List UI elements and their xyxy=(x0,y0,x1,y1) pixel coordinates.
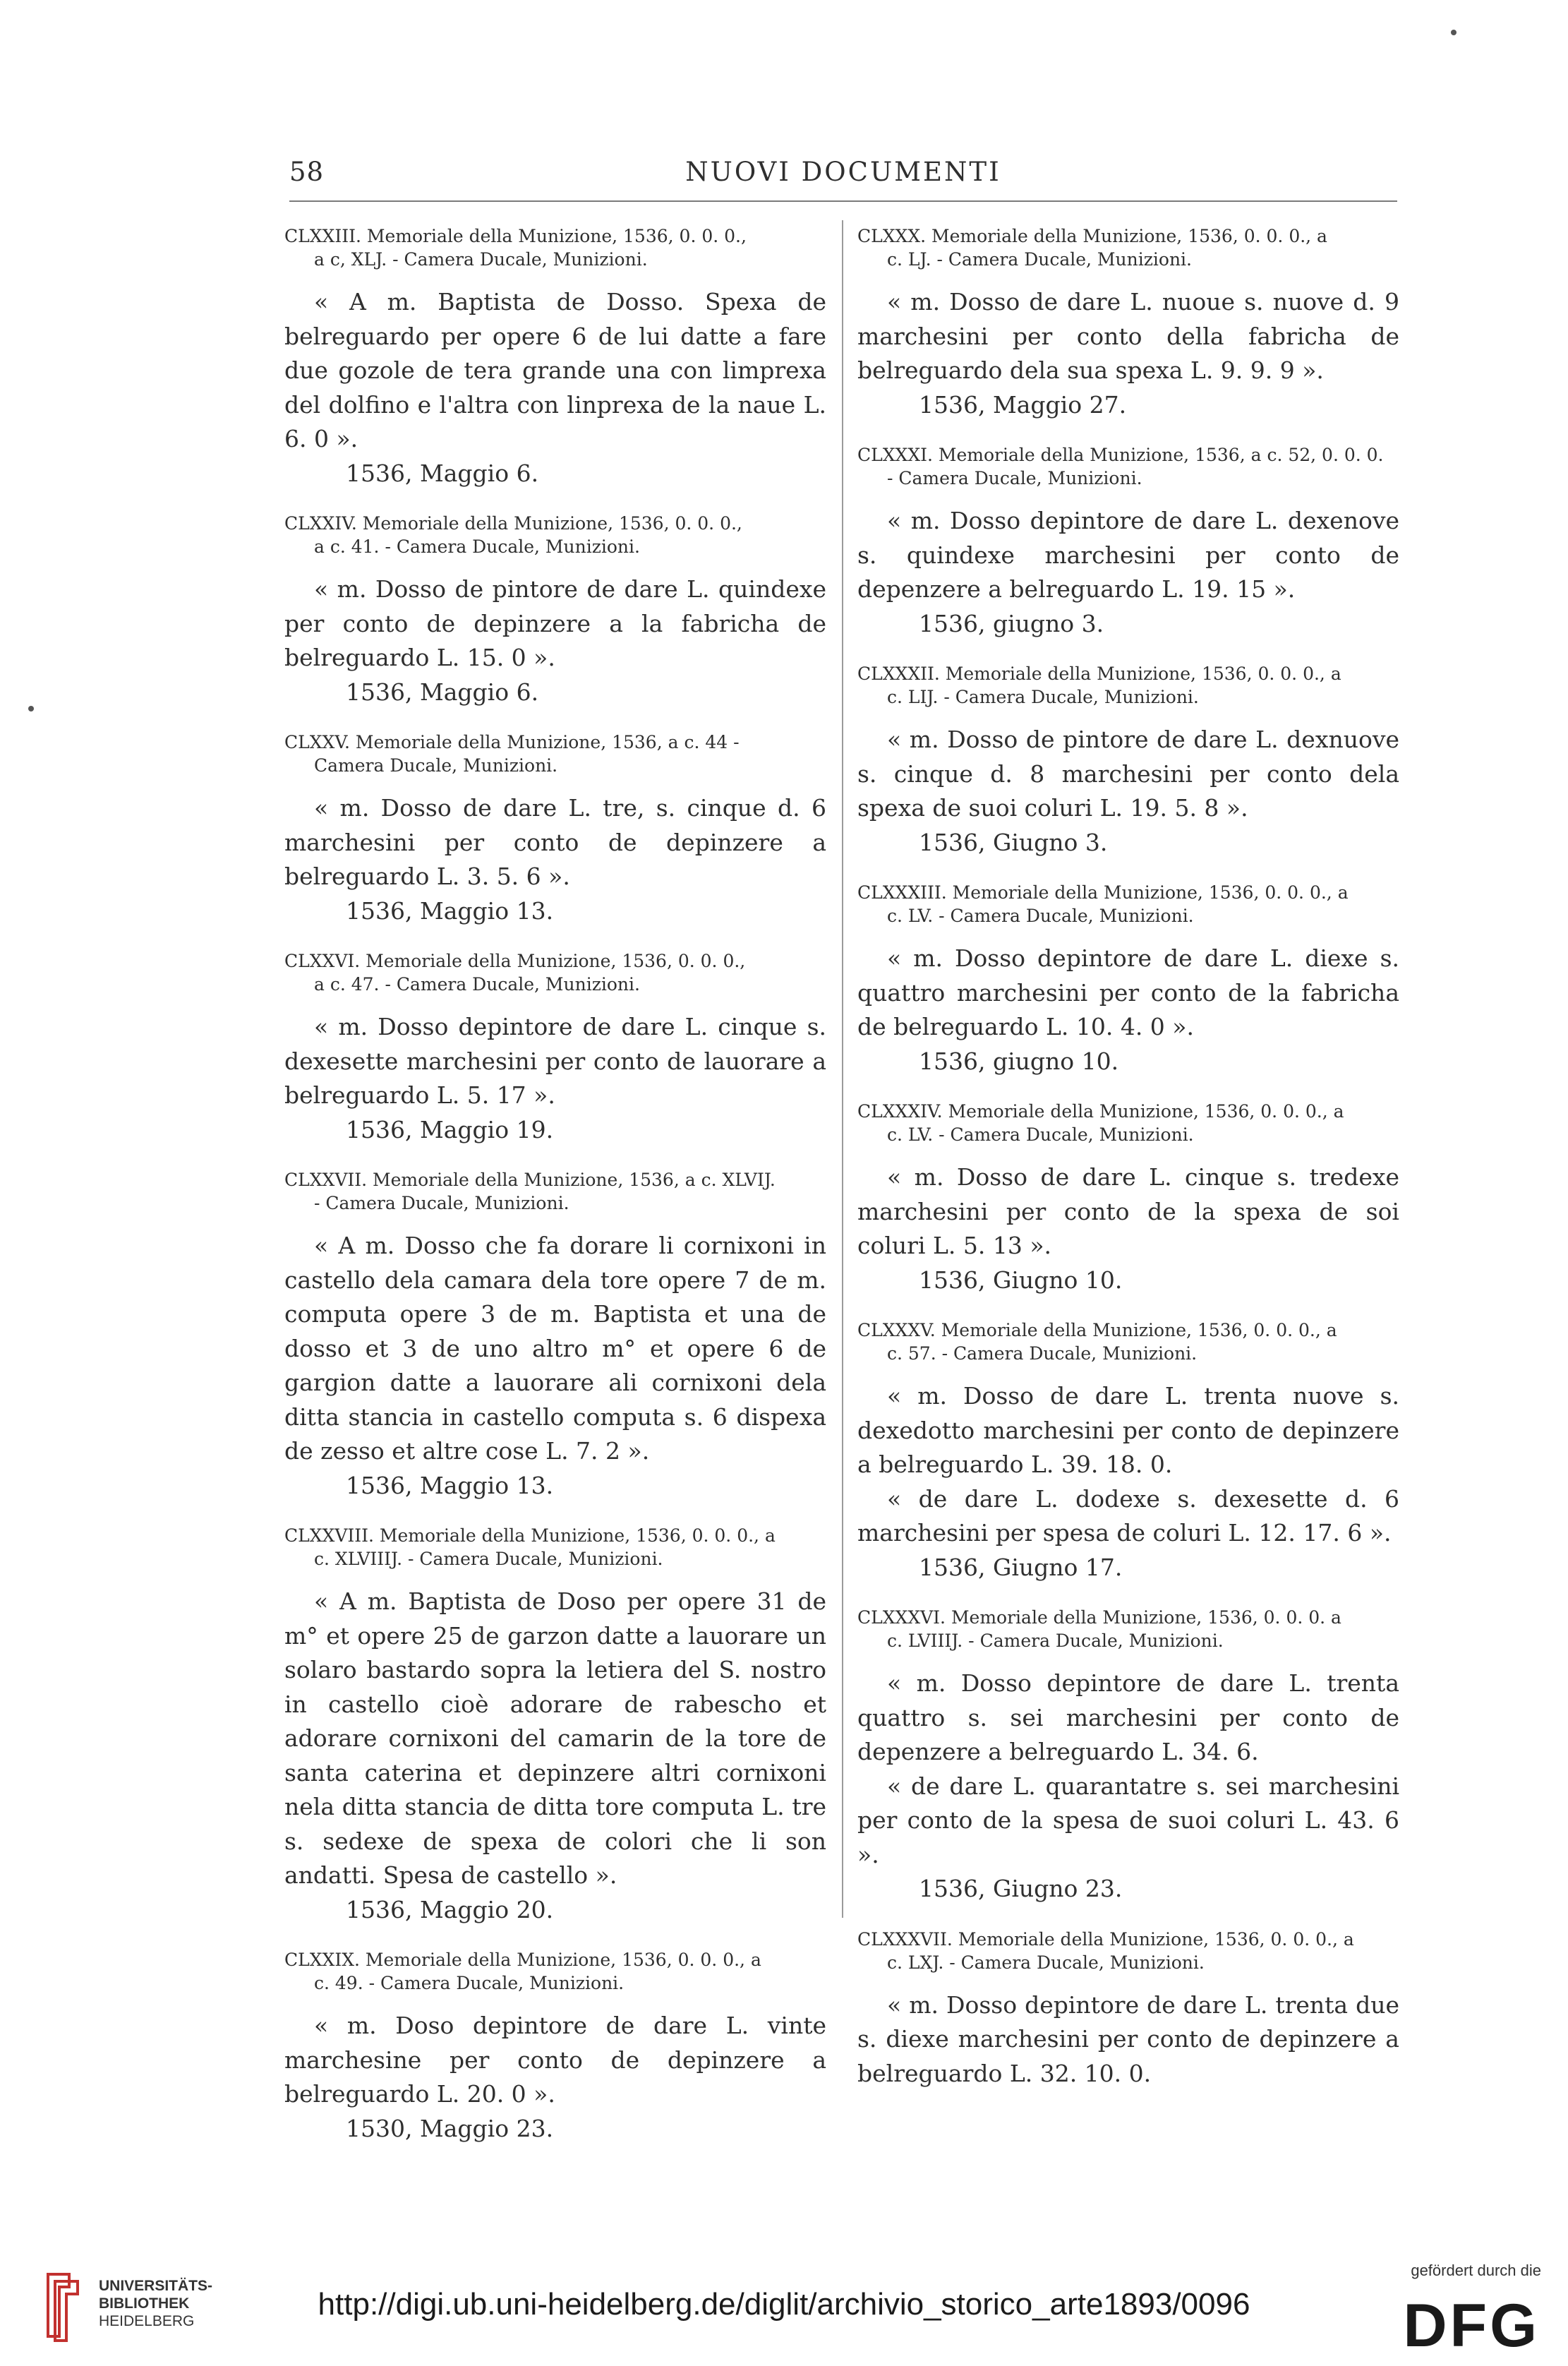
entry-date: 1536, Maggio 27. xyxy=(919,390,1127,419)
entry-text: « de dare L. dodexe s. dexesette d. 6 marchesini per spesa de coluri L. 12. 17. 6 ». xyxy=(857,1484,1399,1547)
entry-text: « m. Dosso depintore de dare L. trenta quattro s. sei marchesini per conto de depenzere a belreguardo L. 34. 6. xyxy=(857,1669,1399,1765)
margin-mark xyxy=(1451,30,1457,35)
header-rule xyxy=(289,200,1397,202)
document-entry xyxy=(284,1168,826,1503)
entry-citation: CLXXVII. Memoriale della Munizione, 1536, a c. XLVIJ. - Camera Ducale, Munizioni. xyxy=(284,1170,776,1213)
margin-mark xyxy=(28,706,34,711)
entry-date: 1536, giugno 3. xyxy=(919,609,1104,637)
entry-text: « m. Dosso de dare L. cinque s. tredexe marchesini per conto de la spexa de soi coluri L. 5. 13 ». xyxy=(857,1163,1399,1259)
entry-text: « A m. Dosso che fa dorare li cornixoni in castello dela camara dela tore opere 7 de m. computa opere 3 de m. Baptista et una de dosso et 3 de uno altro m° et opere 6 de gargion datte a lauorare ali cornixoni dela ditta stancia in castello computa s. 6 dispexa de zesso et altre cose L. 7. 2 ». xyxy=(284,1232,826,1465)
document-entry xyxy=(284,1524,826,1927)
entry-citation: CLXXIV. Memoriale della Munizione, 1536, 0. 0. 0., a c. 41. - Camera Ducale, Munizioni. xyxy=(284,513,742,557)
document-entry xyxy=(857,1928,1399,2091)
entry-text: « m. Dosso de pintore de dare L. quindexe per conto de depinzere a la fabricha de belreguardo L. 15. 0 ». xyxy=(284,575,826,671)
document-entry xyxy=(857,1100,1399,1297)
document-entry xyxy=(284,224,826,491)
entry-date: 1536, Maggio 13. xyxy=(346,1471,554,1499)
entry-date: 1536, Giugno 3. xyxy=(919,828,1108,856)
entry-text: « m. Dosso de dare L. tre, s. cinque d. 6 marchesini per conto de depinzere a belreguardo L. 3. 5. 6 ». xyxy=(284,794,826,890)
entry-citation: CLXXXV. Memoriale della Munizione, 1536, 0. 0. 0., a c. 57. - Camera Ducale, Munizioni. xyxy=(857,1320,1337,1364)
entry-citation: CLXXIX. Memoriale della Munizione, 1536, 0. 0. 0., a c. 49. - Camera Ducale, Munizioni. xyxy=(284,1950,761,1993)
document-entry xyxy=(284,731,826,928)
entry-citation: CLXXX. Memoriale della Munizione, 1536, 0. 0. 0., a c. LJ. - Camera Ducale, Munizioni. xyxy=(857,226,1327,270)
entry-text: « A m. Baptista de Doso per opere 31 de m° et opere 25 de garzon datte a lauorare un solaro bastardo sopra la letiera del S. nostro in castello cioè adorare de rabescho et adorare cornixoni del camarin de la tore de santa caterina et depinzere altri cornixoni nela ditta stancia de ditta tore computa L. tre s. sedexe de spexa de colori che li son andatti. Spesa de castello ». xyxy=(284,1587,826,1889)
entry-citation: CLXXXVI. Memoriale della Munizione, 1536, 0. 0. 0. a c. LVIIIJ. - Camera Ducale, Munizioni. xyxy=(857,1607,1341,1651)
entry-text: « m. Doso depintore de dare L. vinte marchesine per conto de depinzere a belreguardo L. 20. 0 ». xyxy=(284,2012,826,2108)
entry-citation: CLXXIII. Memoriale della Munizione, 1536, 0. 0. 0., a c, XLJ. - Camera Ducale, Munizioni. xyxy=(284,226,747,270)
document-entry xyxy=(857,443,1399,641)
entry-text: « m. Dosso depintore de dare L. trenta due s. diexe marchesini per conto de depinzere a belreguardo L. 32. 10. 0. xyxy=(857,1990,1399,2087)
left-column xyxy=(284,224,826,2167)
entry-text: « m. Dosso de dare L. nuoue s. nuove d. 9 marchesini per conto della fabricha de belreguardo dela sua spexa L. 9. 9. 9 ». xyxy=(857,288,1399,384)
entry-citation: CLXXVIII. Memoriale della Munizione, 1536, 0. 0. 0., a c. XLVIIIJ. - Camera Ducale, Munizioni. xyxy=(284,1525,776,1569)
source-url[interactable]: http://digi.ub.uni-heidelberg.de/diglit/archivio_storico_arte1893/0096 xyxy=(318,2287,1250,2322)
document-entry xyxy=(857,662,1399,860)
entry-text: « m. Dosso depintore de dare L. dexenove s. quindexe marchesini per conto de depenzere a belreguardo L. 19. 15 ». xyxy=(857,507,1399,603)
entry-citation: CLXXXIV. Memoriale della Munizione, 1536, 0. 0. 0., a c. LV. - Camera Ducale, Munizioni. xyxy=(857,1101,1344,1145)
entry-date: 1536, Maggio 6. xyxy=(346,678,539,706)
library-name: UNIVERSITÄTS- BIBLIOTHEK HEIDELBERG xyxy=(99,2278,213,2329)
column-divider xyxy=(842,220,843,1918)
entry-citation: CLXXV. Memoriale della Munizione, 1536, a c. 44 - Camera Ducale, Munizioni. xyxy=(284,732,740,776)
page-number: 58 xyxy=(289,157,325,187)
dfg-logo: DFG xyxy=(1403,2292,1540,2360)
entry-citation: CLXXVI. Memoriale della Munizione, 1536, 0. 0. 0., a c. 47. - Camera Ducale, Munizioni. xyxy=(284,951,746,995)
document-entry xyxy=(284,1948,826,2146)
entry-text: « m. Dosso depintore de dare L. cinque s. dexesette marchesini per conto de lauorare a belreguardo L. 5. 17 ». xyxy=(284,1013,826,1109)
entry-date: 1536, Giugno 17. xyxy=(919,1553,1123,1581)
entry-citation: CLXXXI. Memoriale della Munizione, 1536, a c. 52, 0. 0. 0. - Camera Ducale, Munizioni. xyxy=(857,445,1384,488)
entry-date: 1530, Maggio 23. xyxy=(346,2114,554,2142)
entry-date: 1536, Maggio 19. xyxy=(346,1115,554,1143)
entry-date: 1536, Giugno 10. xyxy=(919,1266,1123,1294)
page-header xyxy=(289,157,1397,198)
entry-date: 1536, Giugno 23. xyxy=(919,1875,1123,1902)
document-entry xyxy=(857,881,1399,1079)
entry-text: « m. Dosso de pintore de dare L. dexnuove s. cinque d. 8 marchesini per conto dela spexa de suoi coluri L. 19. 5. 8 ». xyxy=(857,726,1399,822)
entry-text: « m. Dosso de dare L. trenta nuove s. dexedotto marchesini per conto de depinzere a belreguardo L. 39. 18. 0. xyxy=(857,1382,1399,1478)
document-entry xyxy=(284,512,826,709)
entry-text: « de dare L. quarantatre s. sei marchesini per conto de la spesa de suoi coluri L. 43. 6 ». xyxy=(857,1772,1399,1868)
right-column xyxy=(857,224,1399,2112)
entry-date: 1536, giugno 10. xyxy=(919,1047,1119,1075)
document-entry xyxy=(857,1606,1399,1906)
entry-text: « A m. Baptista de Dosso. Spexa de belreguardo per opere 6 de lui datte a fare due gozole de tera grande una con limprexa del dolfino e l'altra con linprexa de la naue L. 6. 0 ». xyxy=(284,288,826,452)
funding-note: gefördert durch die xyxy=(1411,2262,1541,2279)
entry-citation: CLXXXVII. Memoriale della Munizione, 1536, 0. 0. 0., a c. LXJ. - Camera Ducale, Munizioni. xyxy=(857,1928,1354,1973)
entry-text: « m. Dosso depintore de dare L. diexe s. quattro marchesini per conto de la fabricha de belreguardo L. 10. 4. 0 ». xyxy=(857,944,1399,1040)
digitization-footer xyxy=(0,2245,1568,2366)
entry-date: 1536, Maggio 20. xyxy=(346,1895,554,1923)
entry-date: 1536, Maggio 13. xyxy=(346,896,554,925)
running-title: NUOVI DOCUMENTI xyxy=(685,157,1001,187)
document-entry xyxy=(857,224,1399,422)
document-entry xyxy=(857,1319,1399,1585)
document-entry xyxy=(284,949,826,1147)
entry-citation: CLXXXIII. Memoriale della Munizione, 1536, 0. 0. 0., a c. LV. - Camera Ducale, Munizioni. xyxy=(857,882,1349,926)
entry-date: 1536, Maggio 6. xyxy=(346,459,539,487)
entry-citation: CLXXXII. Memoriale della Munizione, 1536, 0. 0. 0., a c. LIJ. - Camera Ducale, Munizioni. xyxy=(857,663,1341,707)
